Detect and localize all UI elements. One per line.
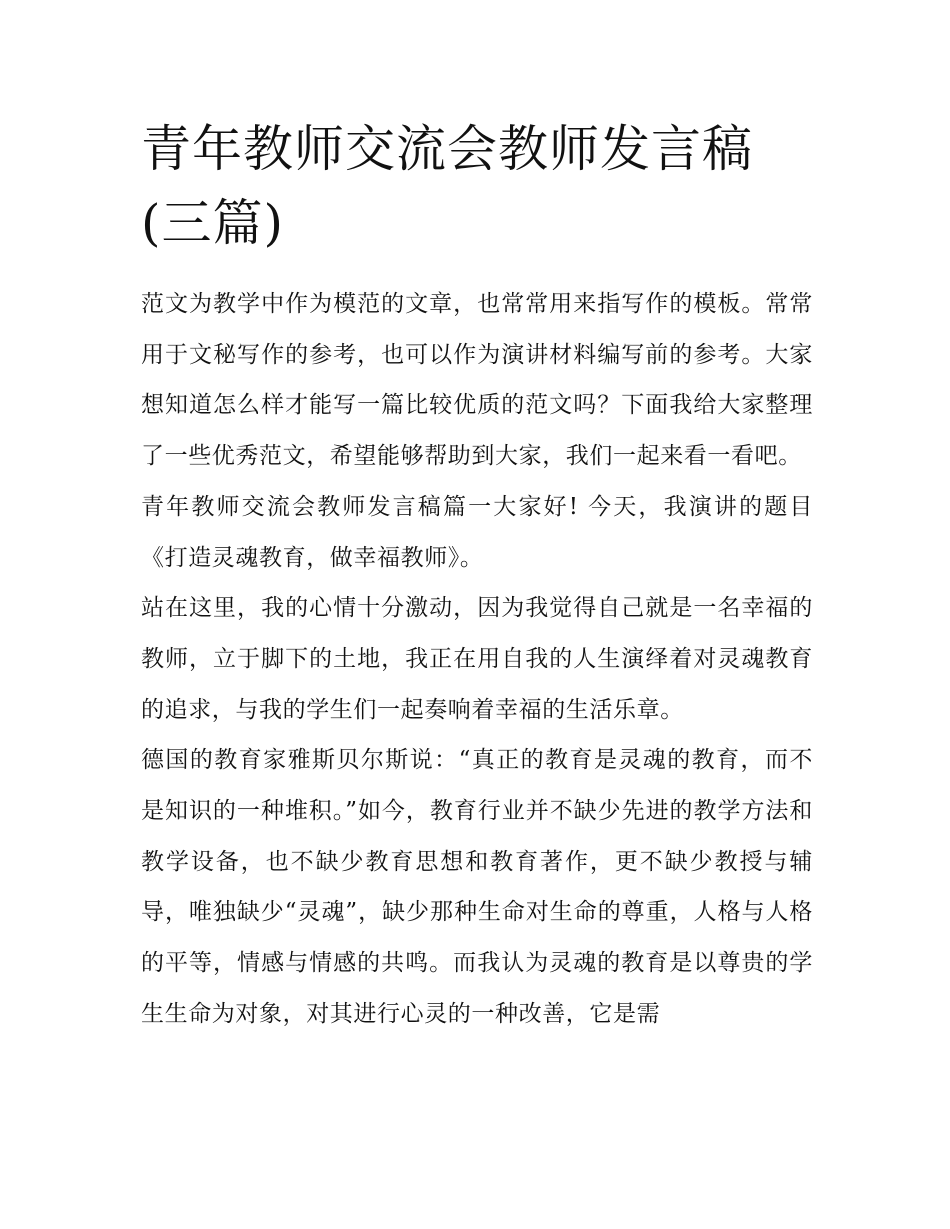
paragraph-speech-title: 青年教师交流会教师发言稿篇一大家好! 今天，我演讲的题目《打造灵魂教育，做幸福教师》。 [141, 493, 813, 571]
paragraph-quote: 德国的教育家雅斯贝尔斯说：“真正的教育是灵魂的教育，而不是知识的一种堆积。”如今，教育行业并不缺少先进的教学方法和教学设备，也不缺少教育思想和教育著作，更不缺少教授与辅导，唯独缺少“灵魂”，缺少那种生命对生命的尊重，人格与人格的平等，情感与情感的共鸣。而我认为灵魂的教育是以尊贵的学生生命为对象，对其进行心灵的一种改善，它是需 [141, 747, 813, 1027]
paragraph-intro: 范文为教学中作为模范的文章，也常常用来指写作的模板。常常用于文秘写作的参考，也可以作为演讲材料编写前的参考。大家想知道怎么样才能写一篇比较优质的范文吗？下面我给大家整理了一些优秀范文，希望能够帮助到大家，我们一起来看一看吧。 [141, 291, 813, 470]
document-title: 青年教师交流会教师发言稿(三篇) [141, 120, 753, 252]
document-body [141, 279, 813, 1040]
paragraph-feelings: 站在这里，我的心情十分激动，因为我觉得自己就是一名幸福的教师，立于脚下的土地，我正在用自我的人生演绎着对灵魂教育的追求，与我的学生们一起奏响着幸福的生活乐章。 [141, 595, 813, 723]
